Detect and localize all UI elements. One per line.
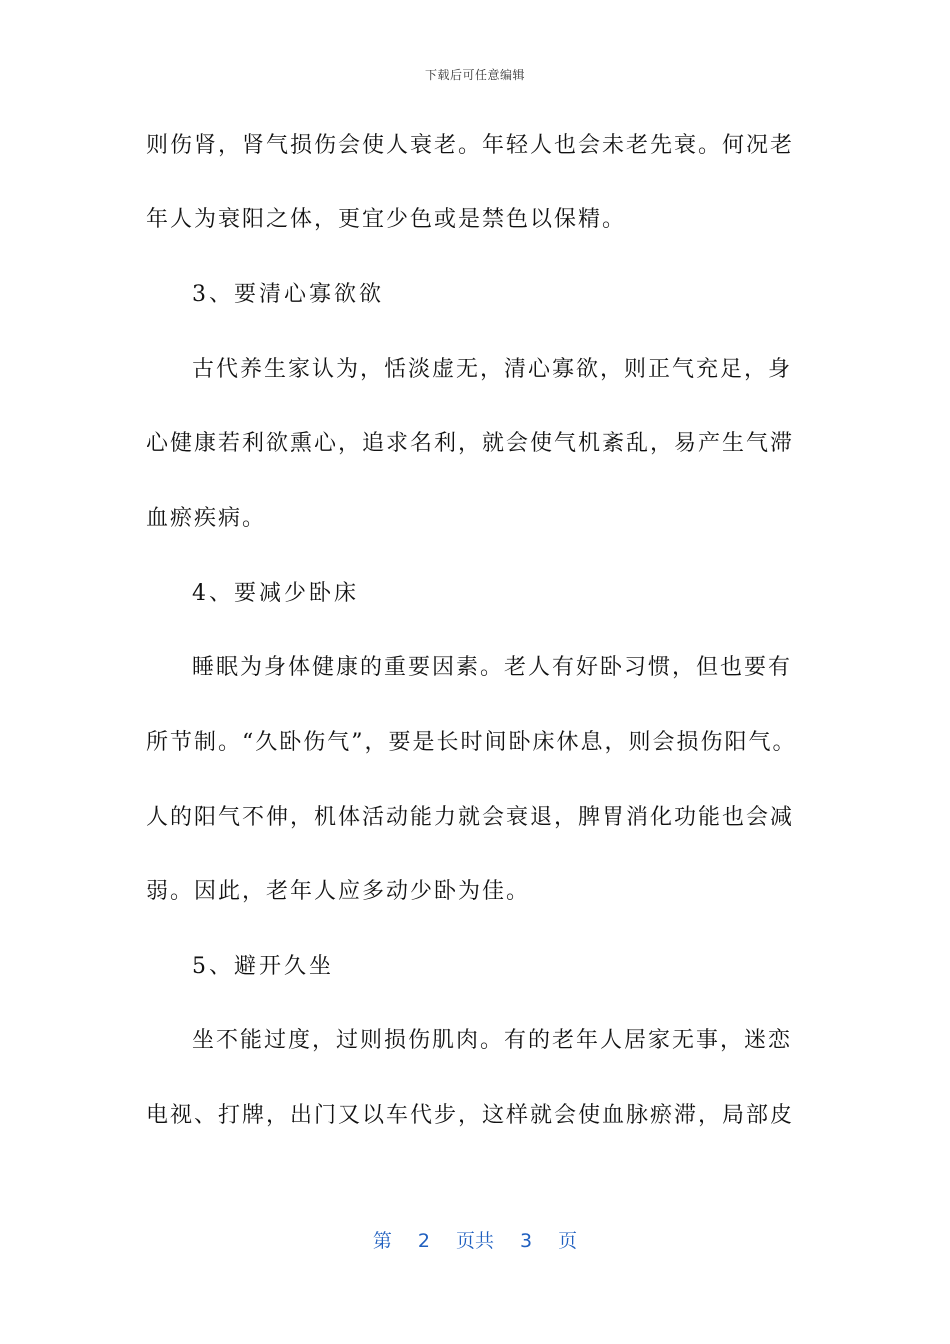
body-line-11: 弱。因此，老年人应多动少卧为佳。 — [146, 879, 531, 904]
footer-page-prefix: 第 — [372, 1230, 392, 1252]
body-line-2: 年人为衰阳之体，更宜少色或是禁色以保精。 — [146, 207, 627, 232]
footer-page-mid: 页共 — [455, 1230, 494, 1252]
section-heading-4: 4、要减少卧床 — [192, 581, 359, 606]
page-footer — [0, 1226, 950, 1253]
body-line-8: 睡眠为身体健康的重要因素。老人有好卧习惯，但也要有 — [192, 655, 793, 680]
body-line-1: 则伤肾，肾气损伤会使人衰老。年轻人也会未老先衰。何况老 — [146, 133, 795, 158]
section-heading-3: 3、要清心寡欲欲 — [192, 282, 384, 307]
body-line-13: 坐不能过度，过则损伤肌肉。有的老年人居家无事，迷恋 — [192, 1028, 793, 1053]
body-line-14: 电视、打牌，出门又以车代步，这样就会使血脉瘀滞，局部皮 — [146, 1103, 795, 1128]
footer-page-total: 3 — [520, 1230, 533, 1252]
footer-page-suffix: 页 — [558, 1230, 578, 1252]
body-line-10: 人的阳气不伸，机体活动能力就会衰退，脾胃消化功能也会减 — [146, 805, 795, 830]
body-line-4: 古代养生家认为，恬淡虚无，清心寡欲，则正气充足，身 — [192, 357, 793, 382]
footer-page-current: 2 — [417, 1230, 430, 1252]
section-heading-5: 5、避开久坐 — [192, 954, 334, 979]
body-line-5: 心健康若利欲熏心，追求名利，就会使气机紊乱，易产生气滞 — [146, 431, 795, 456]
header-note: 下载后可任意编辑 — [424, 68, 525, 82]
body-line-9: 所节制。“久卧伤气”，要是长时间卧床休息，则会损伤阳气。 — [146, 730, 797, 755]
body-line-6: 血瘀疾病。 — [146, 506, 267, 531]
